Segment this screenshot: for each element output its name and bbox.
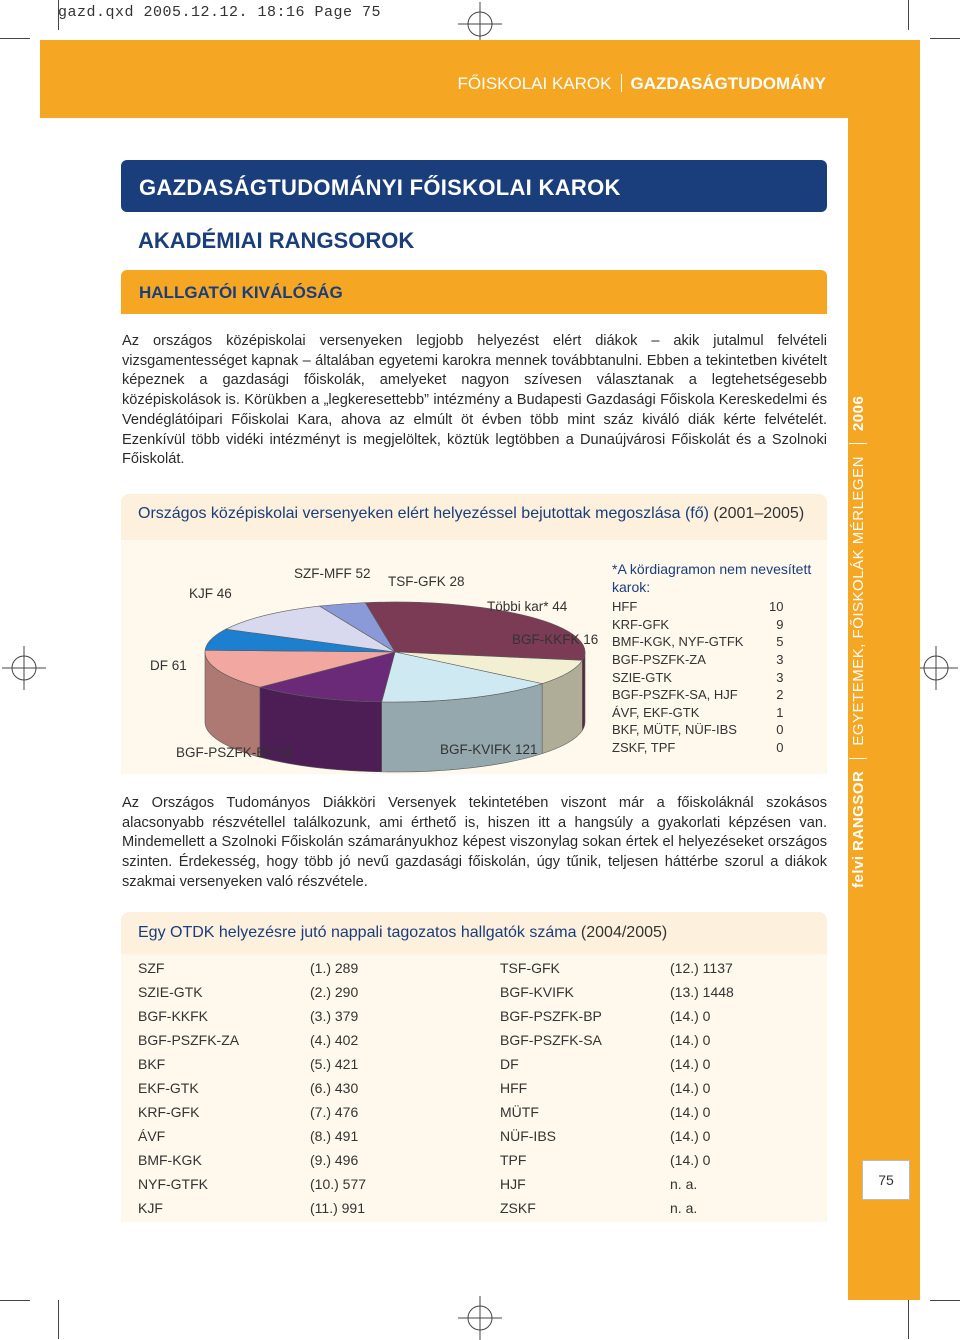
legend-value: 1 (776, 704, 784, 720)
table-cell-value: (1.) 289 (310, 960, 359, 976)
table-row (138, 1052, 378, 1076)
page-number: 75 (862, 1160, 910, 1200)
table-cell-name: TPF (500, 1152, 527, 1168)
legend-row (612, 739, 783, 757)
legend-name: BGF-PSZFK-SA, HJF (612, 687, 738, 703)
side-label-year: 2006 (850, 395, 867, 432)
pie-label: KJF 46 (189, 586, 232, 601)
running-header-category: FŐISKOLAI KAROK (457, 74, 612, 93)
crop-mark (908, 0, 909, 30)
table-cell-value: n. a. (670, 1176, 698, 1192)
legend-value: 0 (776, 722, 784, 738)
legend-table (612, 598, 783, 756)
running-header-field: GAZDASÁGTUDOMÁNY (630, 74, 826, 93)
table-title-main: Egy OTDK helyezésre jutó nappali tagozatos hallgatók száma (138, 924, 577, 941)
table-cell-name: HFF (500, 1080, 528, 1096)
table-column-left (138, 956, 378, 1220)
table-row (138, 956, 378, 980)
legend-row (612, 686, 783, 704)
body-paragraph: Az Országos Tudományos Diákköri Versenyek tekintetében viszont már a főiskoláknál szokásos alacsonyabb részvétellel találkozunk, ami érthető is, hiszen itt a hangsúly a gyakorlati képzésen van. Mindemellett a Szolnoki Főiskolán számarányukhoz képest viszonylag sokan értek el helyezéseket országos szinten. Érdekesség, hogy több jó nevű gazdasági főiskolán, úgy tűnik, teljesen háttérbe szorul a diákok szakmai versenyeken való részvétele. (122, 795, 827, 890)
table-cell-value: n. a. (670, 1200, 698, 1216)
print-slug: gazd.qxd 2005.12.12. 18:16 Page 75 (58, 4, 382, 21)
table-row (138, 1196, 378, 1220)
table-cell-name: MÜTF (500, 1104, 539, 1120)
legend-value: 9 (776, 616, 784, 632)
side-label-brand: felvi RANGSOR (850, 770, 867, 888)
table-row (138, 1004, 378, 1028)
chart-title (138, 505, 804, 523)
crop-mark (930, 38, 960, 39)
legend-row (612, 616, 783, 634)
table-cell-value: (14.) 0 (670, 1104, 711, 1120)
table-cell-name: BMF-KGK (138, 1152, 202, 1168)
table-row (138, 1148, 378, 1172)
title-bar (121, 160, 827, 212)
table-cell-name: ÁVF (138, 1128, 166, 1144)
table-cell-name: SZIE-GTK (138, 984, 203, 1000)
pie-label: SZF-MFF 52 (294, 566, 371, 581)
legend-name: KRF-GFK (612, 616, 670, 632)
table-cell-value: (3.) 379 (310, 1008, 359, 1024)
legend-value: 10 (768, 599, 784, 615)
registration-mark (2, 646, 46, 690)
crop-mark (58, 1300, 59, 1339)
table-cell-name: BKF (138, 1056, 166, 1072)
legend-value: 2 (776, 687, 784, 703)
legend-value: 3 (776, 669, 784, 685)
table-cell-name: BGF-KKFK (138, 1008, 209, 1024)
crop-mark (0, 1300, 30, 1301)
table-row (500, 1172, 740, 1196)
table-cell-value: (5.) 421 (310, 1056, 359, 1072)
table-row (138, 1124, 378, 1148)
table-cell-value: (4.) 402 (310, 1032, 359, 1048)
table-row (500, 956, 740, 980)
legend-name: SZIE-GTK (612, 669, 672, 685)
table-row (500, 1052, 740, 1076)
crop-mark (0, 38, 30, 39)
table-row (138, 1028, 378, 1052)
table-row (500, 1100, 740, 1124)
pie-chart (195, 590, 600, 790)
table-cell-value: (8.) 491 (310, 1128, 359, 1144)
chart-title-main: Országos középiskolai versenyeken elért helyezéssel bejutottak megoszlása (fő) (138, 505, 709, 522)
chart-legend (612, 560, 822, 756)
table-cell-value: (9.) 496 (310, 1152, 359, 1168)
registration-mark (914, 646, 958, 690)
running-header (458, 74, 827, 94)
subsection-heading: HALLGATÓI KIVÁLÓSÁG (139, 283, 343, 302)
table-cell-name: BGF-PSZFK-SA (500, 1032, 602, 1048)
legend-value: 5 (776, 634, 784, 650)
page-title: GAZDASÁGTUDOMÁNYI FŐISKOLAI KAROK (139, 175, 621, 200)
legend-name: BKF, MÜTF, NÜF-IBS (612, 722, 737, 738)
page-header-band (40, 40, 848, 118)
table-cell-name: ZSKF (500, 1200, 536, 1216)
table-cell-value: (14.) 0 (670, 1008, 711, 1024)
legend-row (612, 651, 783, 669)
table-row (138, 1076, 378, 1100)
subsection-bar (121, 270, 827, 314)
table-cell-value: (13.) 1448 (670, 984, 734, 1000)
table-cell-name: KJF (138, 1200, 163, 1216)
legend-row (612, 704, 783, 722)
legend-name: BGF-PSZFK-ZA (612, 652, 706, 668)
table-cell-value: (14.) 0 (670, 1032, 711, 1048)
table-cell-value: (2.) 290 (310, 984, 359, 1000)
legend-value: 0 (776, 740, 784, 756)
legend-name: ZSKF, TPF (612, 740, 676, 756)
table-cell-value: (14.) 0 (670, 1152, 711, 1168)
table-cell-name: NÜF-IBS (500, 1128, 556, 1144)
table-row (500, 1196, 740, 1220)
table-cell-value: (14.) 0 (670, 1056, 711, 1072)
pie-slice-side (582, 652, 585, 730)
table-row (138, 1100, 378, 1124)
side-label-subtitle: EGYETEMEK, FŐISKOLÁK MÉRLEGEN (850, 456, 867, 746)
table-cell-name: KRF-GFK (138, 1104, 200, 1120)
table-title (138, 924, 667, 942)
legend-name: ÁVF, EKF-GTK (612, 704, 700, 720)
table-row (500, 1028, 740, 1052)
pie-label: Többi kar* 44 (487, 599, 568, 614)
crop-mark (930, 1300, 960, 1301)
table-cell-value: (14.) 0 (670, 1128, 711, 1144)
legend-value: 3 (776, 652, 784, 668)
legend-name: BMF-KGK, NYF-GTFK (612, 634, 744, 650)
crop-mark (908, 1300, 909, 1339)
table-cell-name: NYF-GTFK (138, 1176, 208, 1192)
side-label (849, 368, 867, 888)
table-cell-name: BGF-PSZFK-BP (500, 1008, 602, 1024)
table-cell-value: (12.) 1137 (670, 960, 733, 976)
table-cell-value: (7.) 476 (310, 1104, 359, 1120)
table-cell-name: EKF-GTK (138, 1080, 199, 1096)
legend-row (612, 633, 783, 651)
table-cell-name: DF (500, 1056, 519, 1072)
legend-row (612, 668, 783, 686)
table-cell-name: BGF-PSZFK-ZA (138, 1032, 240, 1048)
table-cell-value: (10.) 577 (310, 1176, 367, 1192)
table-cell-name: BGF-KVIFK (500, 984, 574, 1000)
table-row (138, 980, 378, 1004)
table-cell-name: TSF-GFK (500, 960, 560, 976)
table-column-right (500, 956, 740, 1220)
table-row (500, 980, 740, 1004)
table-cell-value: (6.) 430 (310, 1080, 359, 1096)
legend-row (612, 598, 783, 616)
table-cell-value: (14.) 0 (670, 1080, 711, 1096)
pie-label: BGF-PSZFK-BP 33 (176, 745, 293, 760)
pie-label: BGF-KVIFK 121 (440, 742, 538, 757)
table-cell-name: HJF (500, 1176, 526, 1192)
pie-label: TSF-GFK 28 (388, 574, 465, 589)
body-paragraph: Az országos középiskolai versenyeken legjobb helyezést elért diákok – akik jutalmul felvételi vizsgamentességet kapnak – általában egyetemi karokra mennek továbbtanulni. Ebben a tekintetben kivételt képeznek a gazdasági főiskolák, amelyeket nagyon szívesen választanak a legtehetségesebb középiskolások is. Körükben a „legkeresettebb” intézmény a Budapesti Gazdasági Főiskola Kereskedelmi és Vendéglátóipari Főiskolai Kara, ahova az elmúlt öt évben több mint száz kiváló diák kérte felvételét. Ezenkívül több vidéki intézményt is megjelöltek, köztük legtöbben a Dunaújvárosi Főiskolát és a Szolnoki Főiskolát. (122, 333, 827, 468)
table-row (500, 1124, 740, 1148)
section-heading: AKADÉMIAI RANGSOROK (138, 228, 415, 253)
registration-mark (458, 1296, 502, 1340)
chart-title-period: (2001–2005) (713, 505, 805, 522)
pie-label: DF 61 (150, 658, 187, 673)
legend-row (612, 721, 783, 739)
legend-title: *A kördiagramon nem nevesített karok: (612, 561, 812, 595)
table-row (500, 1004, 740, 1028)
table-title-period: (2004/2005) (580, 924, 668, 941)
table-row (500, 1076, 740, 1100)
table-cell-name: SZF (138, 960, 165, 976)
pie-label: BGF-KKFK 16 (512, 632, 599, 647)
legend-name: HFF (612, 599, 638, 615)
table-cell-value: (11.) 991 (310, 1200, 365, 1216)
table-row (138, 1172, 378, 1196)
table-row (500, 1148, 740, 1172)
